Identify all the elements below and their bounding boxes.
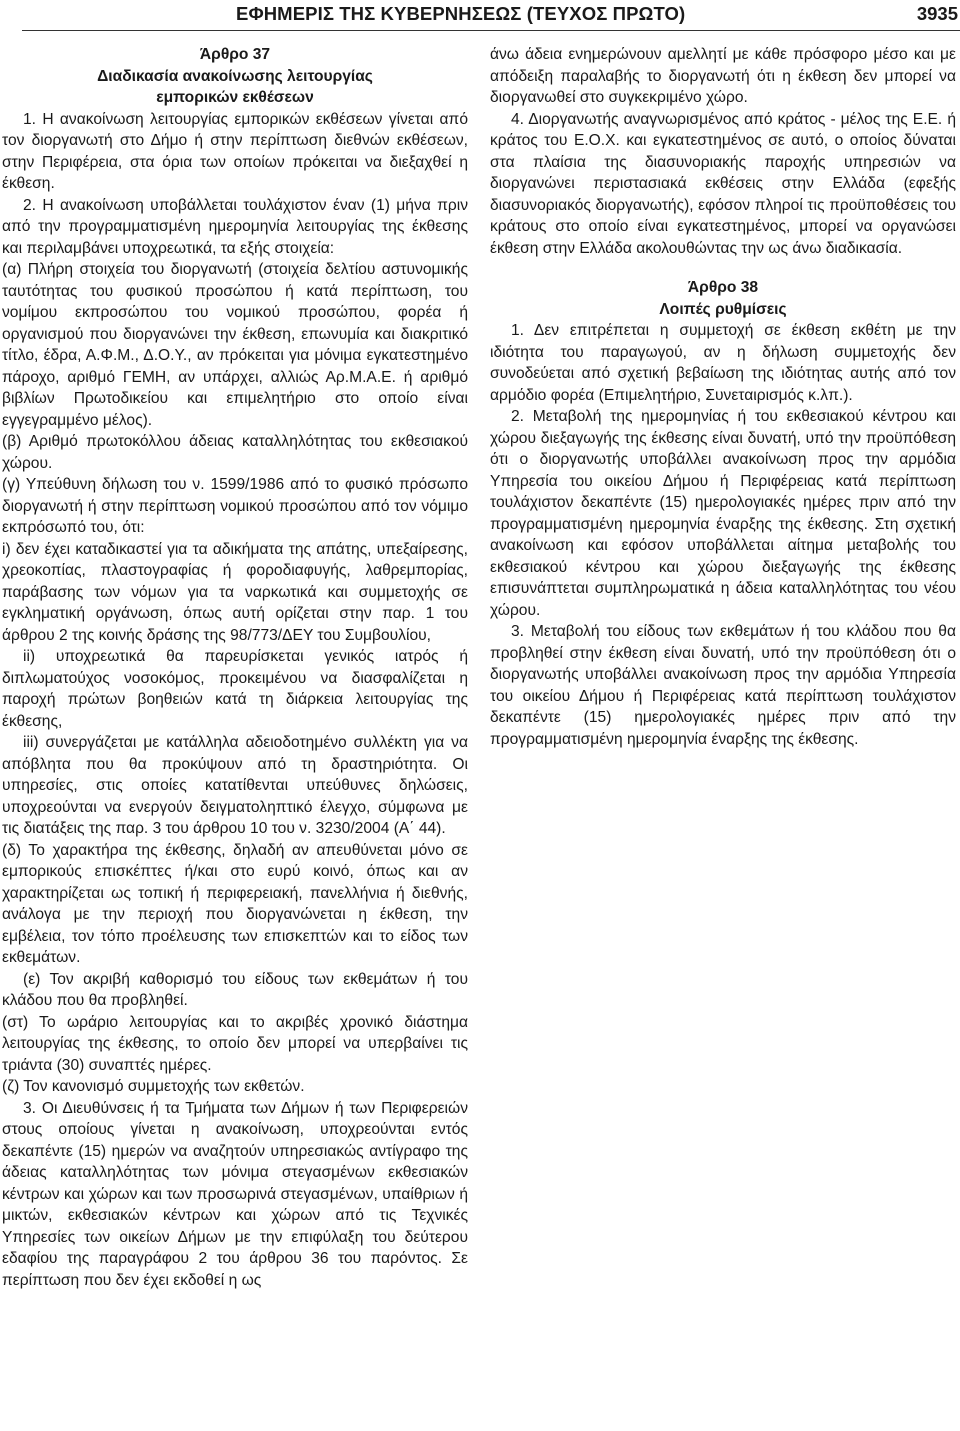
article-37-item-c-i: i) δεν έχει καταδικαστεί για τα αδικήματα της απάτης, υπεξαίρεσης, χρεοκοπίας, πλαστογραφίας ή φοροδιαφυγής, λαθρεμπορίας, παράβασης των νόμων για τα ναρκωτικά και συμμετοχής σε εγκληματική οργάνωση, όπως αυτή ορίζεται στην παρ. 1 του άρθρου 2 της κοινής δράσης της 98/773/ΔΕΥ του Συμβουλίου,	[2, 540, 468, 644]
page-header	[22, 0, 960, 31]
article-37-item-c-ii: ii) υποχρεωτικά θα παρευρίσκεται γενικός ιατρός ή διπλωματούχος νοσοκόμος, προκειμένου να διασφαλίζεται η παροχή πρώτων βοηθειών κατά τη διάρκεια λειτουργίας της έκθεσης,	[2, 648, 468, 730]
article-37-item-c: (γ) Υπεύθυνη δήλωση του ν. 1599/1986 από το φυσικό πρόσωπο διοργανωτή ή στην περίπτωση νομικού προσώπου από τον νόμιμο εκπρόσωπό του, ότι:	[2, 476, 468, 536]
article-37-paragraph-3-continued: άνω άδεια ενημερώνουν αμελλητί με κάθε πρόσφορο μέσο και με απόδειξη παραλαβής το διοργανωτή ότι η έκθεση δεν μπορεί να διοργανωθεί στο συγκεκριμένο χώρο.	[490, 46, 956, 106]
left-column	[2, 44, 468, 1291]
article-38-paragraph-3: 3. Μεταβολή του είδους των εκθεμάτων ή του κλάδου που θα προβληθεί στην έκθεση είναι δυνατή, υπό την προϋπόθεση ότι ο διοργανωτής υποβάλλει ανακοίνωση προς την αρμόδια Υπηρεσία του οικείου Δήμου ή Περιφέρειας κατά περίπτωση τουλάχιστον δεκαπέντε (15) ημερολογιακές ημέρες πριν από την προγραμματισμένη ημερομηνία έναρξης της έκθεσης.	[490, 623, 956, 748]
page-number: 3935	[916, 3, 958, 24]
article-37-item-a: (α) Πλήρη στοιχεία του διοργανωτή (στοιχεία δελτίου αστυνομικής ταυτότητας του φυσικού προσώπου ή κατά περίπτωση, του νομίμου εκπροσώπου του νομικού προσώπου, φορέα ή οργανισμού που διοργανώνει την έκθεση, επωνυμία και διακριτικό τίτλο, έδρα, Α.Φ.Μ., Δ.Ο.Υ., αν πρόκειται για μόνιμα εγκατεστημένο πάροχο, αριθμό ΓΕΜΗ, αν υπάρχει, αλλιώς Αρ.Μ.Α.Ε. ή αριθμό βιβλίων Πρωτοδικείου και επιμελητήριο στο οποίο είναι εγγεγραμμένο μέλος).	[2, 261, 468, 429]
article-37-title-line-1: Διαδικασία ανακοίνωσης λειτουργίας	[97, 67, 373, 85]
article-38-paragraph-1: 1. Δεν επιτρέπεται η συμμετοχή σε έκθεση εκθέτη με την ιδιότητα του παραγωγού, αν η δήλωση συμμετοχής δεν συνοδεύεται από σχετική βεβαίωση της ιδιότητας αυτής από τον αρμόδιο φορέα (Επιμελητήριο, Συνεταιρισμός κ.λπ.).	[490, 322, 956, 404]
right-column	[490, 44, 956, 750]
article-37-paragraph-4: 4. Διοργανωτής αναγνωρισμένος από κράτος - μέλος της Ε.Ε. ή κράτος του Ε.Ο.Χ. και εγκατεστημένος σε αυτό, ο οποίος δύναται στα πλαίσια της διασυνοριακής παροχής υπηρεσιών να διοργανώνει περιστασιακά εκθέσεις στην Ελλάδα (εφεξής διασυνοριακός διοργανωτής), εφόσον πληροί τις προϋποθέσεις του κράτους στο οποίο είναι εγκατεστημένος, μπορεί να οργανώσει έκθεση στην Ελλάδα ακολουθώντας την ως άνω διαδικασία.	[490, 110, 956, 257]
gazette-title: ΕΦΗΜΕΡΙΣ ΤΗΣ ΚΥΒΕΡΝΗΣΕΩΣ (ΤΕΥΧΟΣ ΠΡΩΤΟ)	[236, 3, 686, 24]
article-37-paragraph-1: 1. Η ανακοίνωση λειτουργίας εμπορικών εκθέσεων γίνεται από τον διοργανωτή στο Δήμο ή στην περίπτωση διεθνών εκθέσεων, στην Περιφέρεια, στα όρια των οποίων πρόκειται να διεξαχθεί η έκθεση.	[2, 110, 468, 192]
article-38-number: Άρθρο 38	[687, 279, 759, 296]
article-37-item-d: (δ) Το χαρακτήρα της έκθεσης, δηλαδή αν απευθύνεται μόνο σε εμπορικούς επισκέπτες ή/και στο ευρύ κοινό, όπως και αν χαρακτηρίζεται ως τοπική ή περιφερειακή, πανελλήνια ή διεθνής, ανάλογα με την περιοχή που διοργανώνεται η έκθεση, την εμβέλεια, τον τόπο προέλευσης των επισκεπτών και το είδος των εκθεμάτων.	[2, 841, 468, 966]
article-37-title-line-2: εμπορικών εκθέσεων	[156, 89, 314, 106]
article-37-item-c-iii: iii) συνεργάζεται με κατάλληλα αδειοδοτημένο συλλέκτη για να απόβλητα που θα προκύψουν από τη δραστηριότητα. Οι υπηρεσίες, στις οποίες κατατίθενται υπεύθυνες δηλώσεις, υποχρεούνται να ενεργούν δειγματοληπτικό έλεγχο, σύμφωνα με τις διατάξεις της παρ. 3 του άρθρου 10 του ν. 3230/2004 (Α΄ 44).	[2, 734, 468, 837]
article-37-paragraph-3: 3. Οι Διευθύνσεις ή τα Τμήματα των Δήμων ή των Περιφερειών στους οποίους γίνεται η ανακοίνωση, υποχρεούνται εντός δεκαπέντε (15) ημερών να αναζητούν υπηρεσιακώς αντίγραφο της άδειας καταλληλότητας των μόνιμα στεγασμένων εκθεσιακών κέντρων και χώρων και των προσωρινά στεγασμένων, υπαίθριων ή μικτών, εκθεσιακών κέντρων και χώρων από τις Τεχνικές Υπηρεσίες των οικείων Δήμων με την επιφύλαξη του δεύτερου εδαφίου της παραγράφου 2 του άρθρου 36 του παρόντος. Σε περίπτωση που δεν έχει εκδοθεί η ως	[2, 1099, 468, 1289]
article-38-title: Λοιπές ρυθμίσεις	[659, 300, 787, 318]
article-37-item-e: (ε) Τον ακριβή καθορισμό του είδους των εκθεμάτων ή του κλάδου που θα προβληθεί.	[2, 970, 468, 1009]
article-38-paragraph-2: 2. Μεταβολή της ημερομηνίας ή του εκθεσιακού κέντρου και χώρου διεξαγωγής της έκθεσης είναι δυνατή, υπό την προϋπόθεση ότι ο διοργανωτής υποβάλλει ανακοίνωση προς την αρμόδια Υπηρεσία του οικείου Δήμου ή Περιφέρειας κατά περίπτωση τουλάχιστον δεκαπέντε (15) ημερολογιακές ημέρες πριν από την προγραμματισμένη ημερομηνία έναρξης της έκθεσης. Στη σχετική ανακοίνωση και εφόσον υποβάλλεται αίτημα μεταβολής του εκθεσιακού κέντρου και χώρου διεξαγωγής της έκθεσης επισυνάπτεται συμπληρωματικά η άδεια καταλληλότητας του νέου χώρου.	[490, 408, 956, 619]
article-37-item-st: (στ) Το ωράριο λειτουργίας και το ακριβές χρονικό διάστημα λειτουργίας της έκθεσης, το οποίο δεν μπορεί να υπερβαίνει τις τριάντα (30) συναπτές ημέρες.	[2, 1013, 468, 1074]
article-37-paragraph-2: 2. Η ανακοίνωση υποβάλλεται τουλάχιστον έναν (1) μήνα πριν από την προγραμματισμένη ημερομηνία λειτουργίας της έκθεσης και περιλαμβάνει υποχρεωτικά, τα εξής στοιχεία:	[2, 196, 468, 257]
article-37-item-b: (β) Αριθμό πρωτοκόλλου άδειας καταλληλότητας του εκθεσιακού χώρου.	[2, 433, 468, 472]
article-37-item-z: (ζ) Τον κανονισμό συμμετοχής των εκθετών.	[2, 1078, 305, 1095]
article-37-number: Άρθρο 37	[199, 46, 271, 63]
